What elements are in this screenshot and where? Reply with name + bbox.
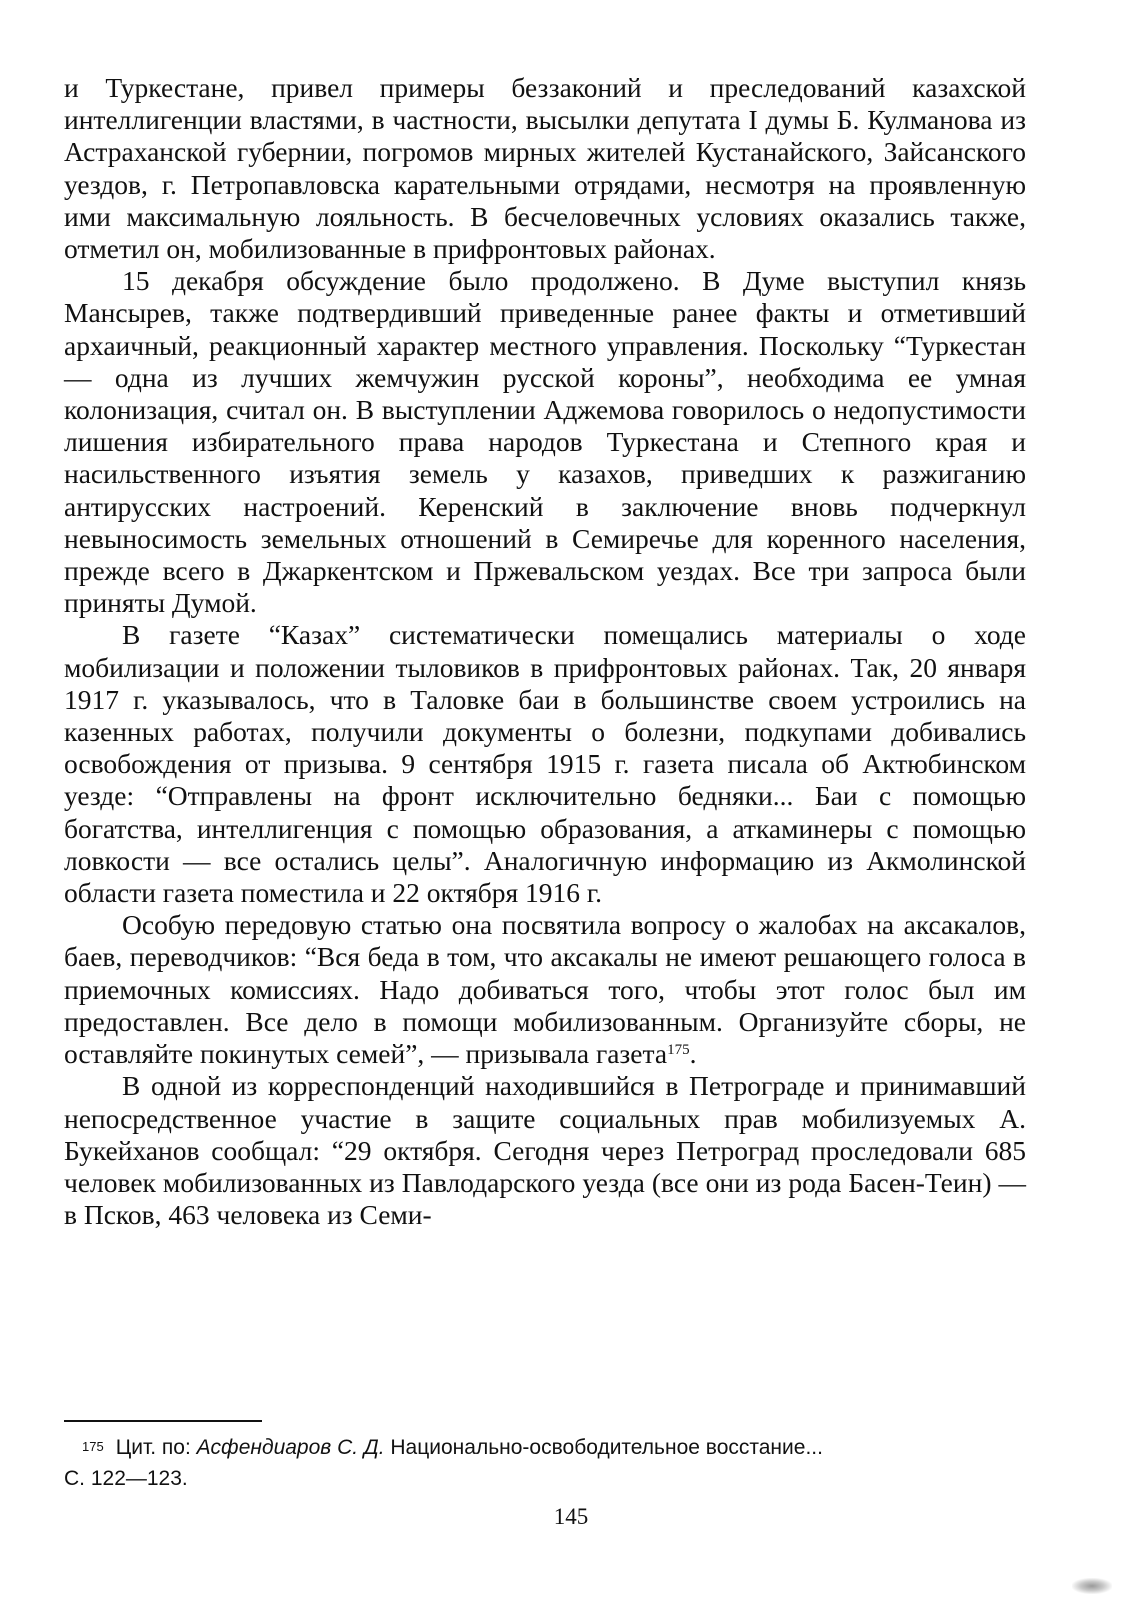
- footnote-title: Национально-освободительное восстание...: [390, 1436, 823, 1459]
- paragraph-3: В газете “Казах” систематически помещались материалы о ходе мобилизации и положении тыловиков в прифронтовых районах. Так, 20 января 1917 г. указывалось, что в Таловке баи в большинстве своем устроились на казенных работах, получили документы о болезни, подкупами добивались освобождения от призыва. 9 сентября 1915 г. газета писала об Актюбинском уезде: “Отправлены на фронт исключительно бедняки... Баи с помощью богатства, интеллигенция с помощью образования, а аткаминеры с помощью ловкости — все остались целы”. Аналогичную информацию из Акмолинской области газета поместила и 22 октября 1916 г.: [64, 619, 1026, 909]
- main-text: [64, 72, 1026, 1231]
- paragraph-2: 15 декабря обсуждение было продолжено. В Думе выступил князь Мансырев, также подтвердивший приведенные ранее факты и отметивший архаичный, реакционный характер местного управления. Поскольку “Туркестан — одна из лучших жемчужин русской короны”, необходима ее умная колонизация, считал он. В выступлении Аджемова говорилось о недопустимости лишения избирательного права народов Туркестана и Степного края и насильственного изъятия земель у казахов, приведших к разжиганию антирусских настроений. Керенский в заключение вновь подчеркнул невыносимость земельных отношений в Семиречье для коренного населения, прежде всего в Джаркентском и Пржевальском уездах. Все три запроса были приняты Думой.: [64, 265, 1026, 619]
- footnote-reference-period: .: [689, 1038, 697, 1070]
- footnote-mark: 175: [82, 1439, 104, 1454]
- page-number: 145: [553, 1504, 589, 1529]
- paragraph-4-text: Особую передовую статью она посвятила вопросу о жалобах на аксакалов, баев, переводчиков: “Вся беда в том, что аксакалы не имеют решающего голоса в приемочных комиссиях. Надо добиваться того, чтобы этот голос был им предоставлен. Все дело в помощи мобилизованным. Организуйте сборы, не оставляйте покинутых семей”, — призывала газета: [64, 909, 1026, 1070]
- scan-artifact: [1072, 1578, 1112, 1594]
- footnote-pages: С. 122—123.: [64, 1467, 188, 1490]
- paragraph-4: [64, 909, 1026, 1070]
- footnote-reference[interactable]: 175: [667, 1042, 690, 1059]
- footnote-author: Асфендиаров С. Д.: [196, 1436, 385, 1459]
- footnote-prefix: Цит. по:: [115, 1436, 191, 1459]
- paragraph-5: В одной из корреспонденций находившийся в Петрограде и принимавший непосредственное участие в защите социальных прав мобилизуемых А. Букейханов сообщал: “29 октября. Сегодня через Петроград проследовали 685 человек мобилизованных из Павлодарского уезда (все они из рода Басен-Теин) — в Псков, 463 человека из Семи-: [64, 1070, 1026, 1231]
- footnote: [64, 1432, 1026, 1494]
- footnote-divider: [64, 1420, 262, 1422]
- paragraph-1: и Туркестане, привел примеры беззаконий и преследований казахской интеллигенции властями, в частности, высылки депутата I думы Б. Кулманова из Астраханской губернии, погромов мирных жителей Кустанайского, Зайсанского уездов, г. Петропавловска карательными отрядами, несмотря на проявленную ими максимальную лояльность. В бесчеловечных условиях оказались также, отметил он, мобилизованные в прифронтовых районах.: [64, 72, 1026, 265]
